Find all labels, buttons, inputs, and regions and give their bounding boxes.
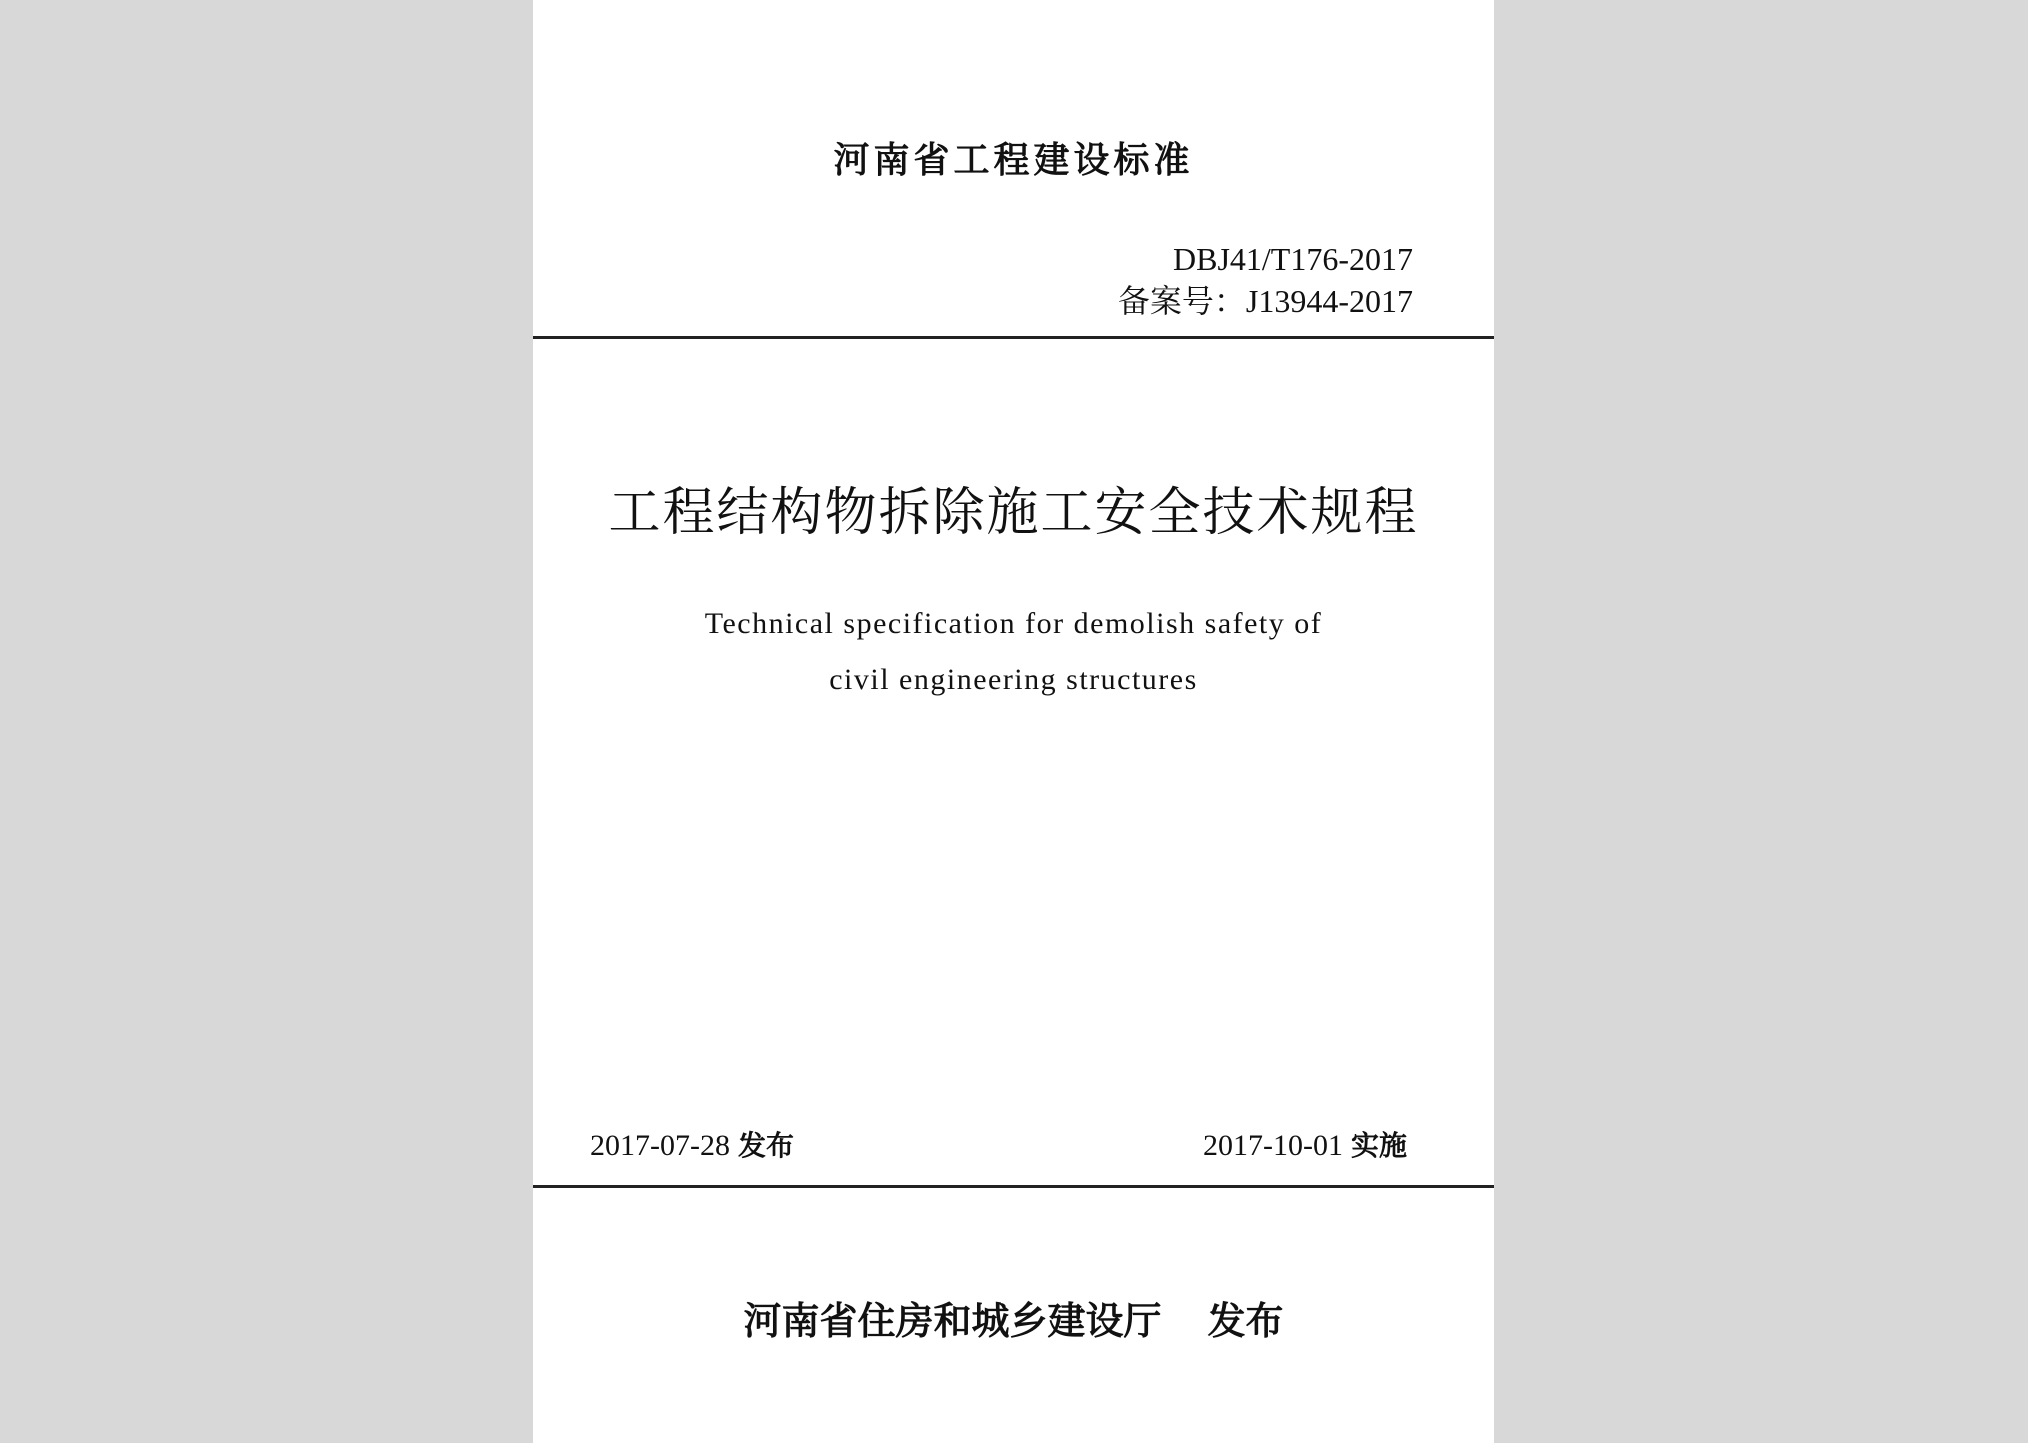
publisher-label: 发布	[1207, 1299, 1284, 1343]
title-english-line1: Technical specification for demolish safety of	[704, 607, 1323, 640]
bottom-divider	[533, 1185, 1494, 1188]
effective-date-label: 实施	[1350, 1129, 1407, 1162]
title-chinese: 工程结构物拆除施工安全技术规程	[608, 483, 1419, 543]
publisher-line	[533, 1290, 1494, 1345]
title-english-line2: civil engineering structures	[829, 663, 1198, 696]
effective-date: 2017-10-01	[1203, 1129, 1343, 1162]
publish-date-label: 发布	[737, 1129, 794, 1162]
top-divider	[533, 336, 1494, 339]
document-cover	[533, 0, 1494, 1443]
standard-series-heading: 河南省工程建设标准	[833, 140, 1194, 181]
standard-codes	[1118, 238, 1413, 322]
title-english	[533, 596, 1494, 708]
effective-date-block	[1203, 1124, 1407, 1164]
standard-number: DBJ41/T176-2017	[1173, 241, 1413, 277]
publisher-name: 河南省住房和城乡建设厅	[743, 1299, 1162, 1343]
record-number: 备案号：J13944-2017	[1117, 283, 1413, 319]
publish-date: 2017-07-28	[590, 1129, 730, 1162]
publish-date-block	[590, 1124, 794, 1164]
